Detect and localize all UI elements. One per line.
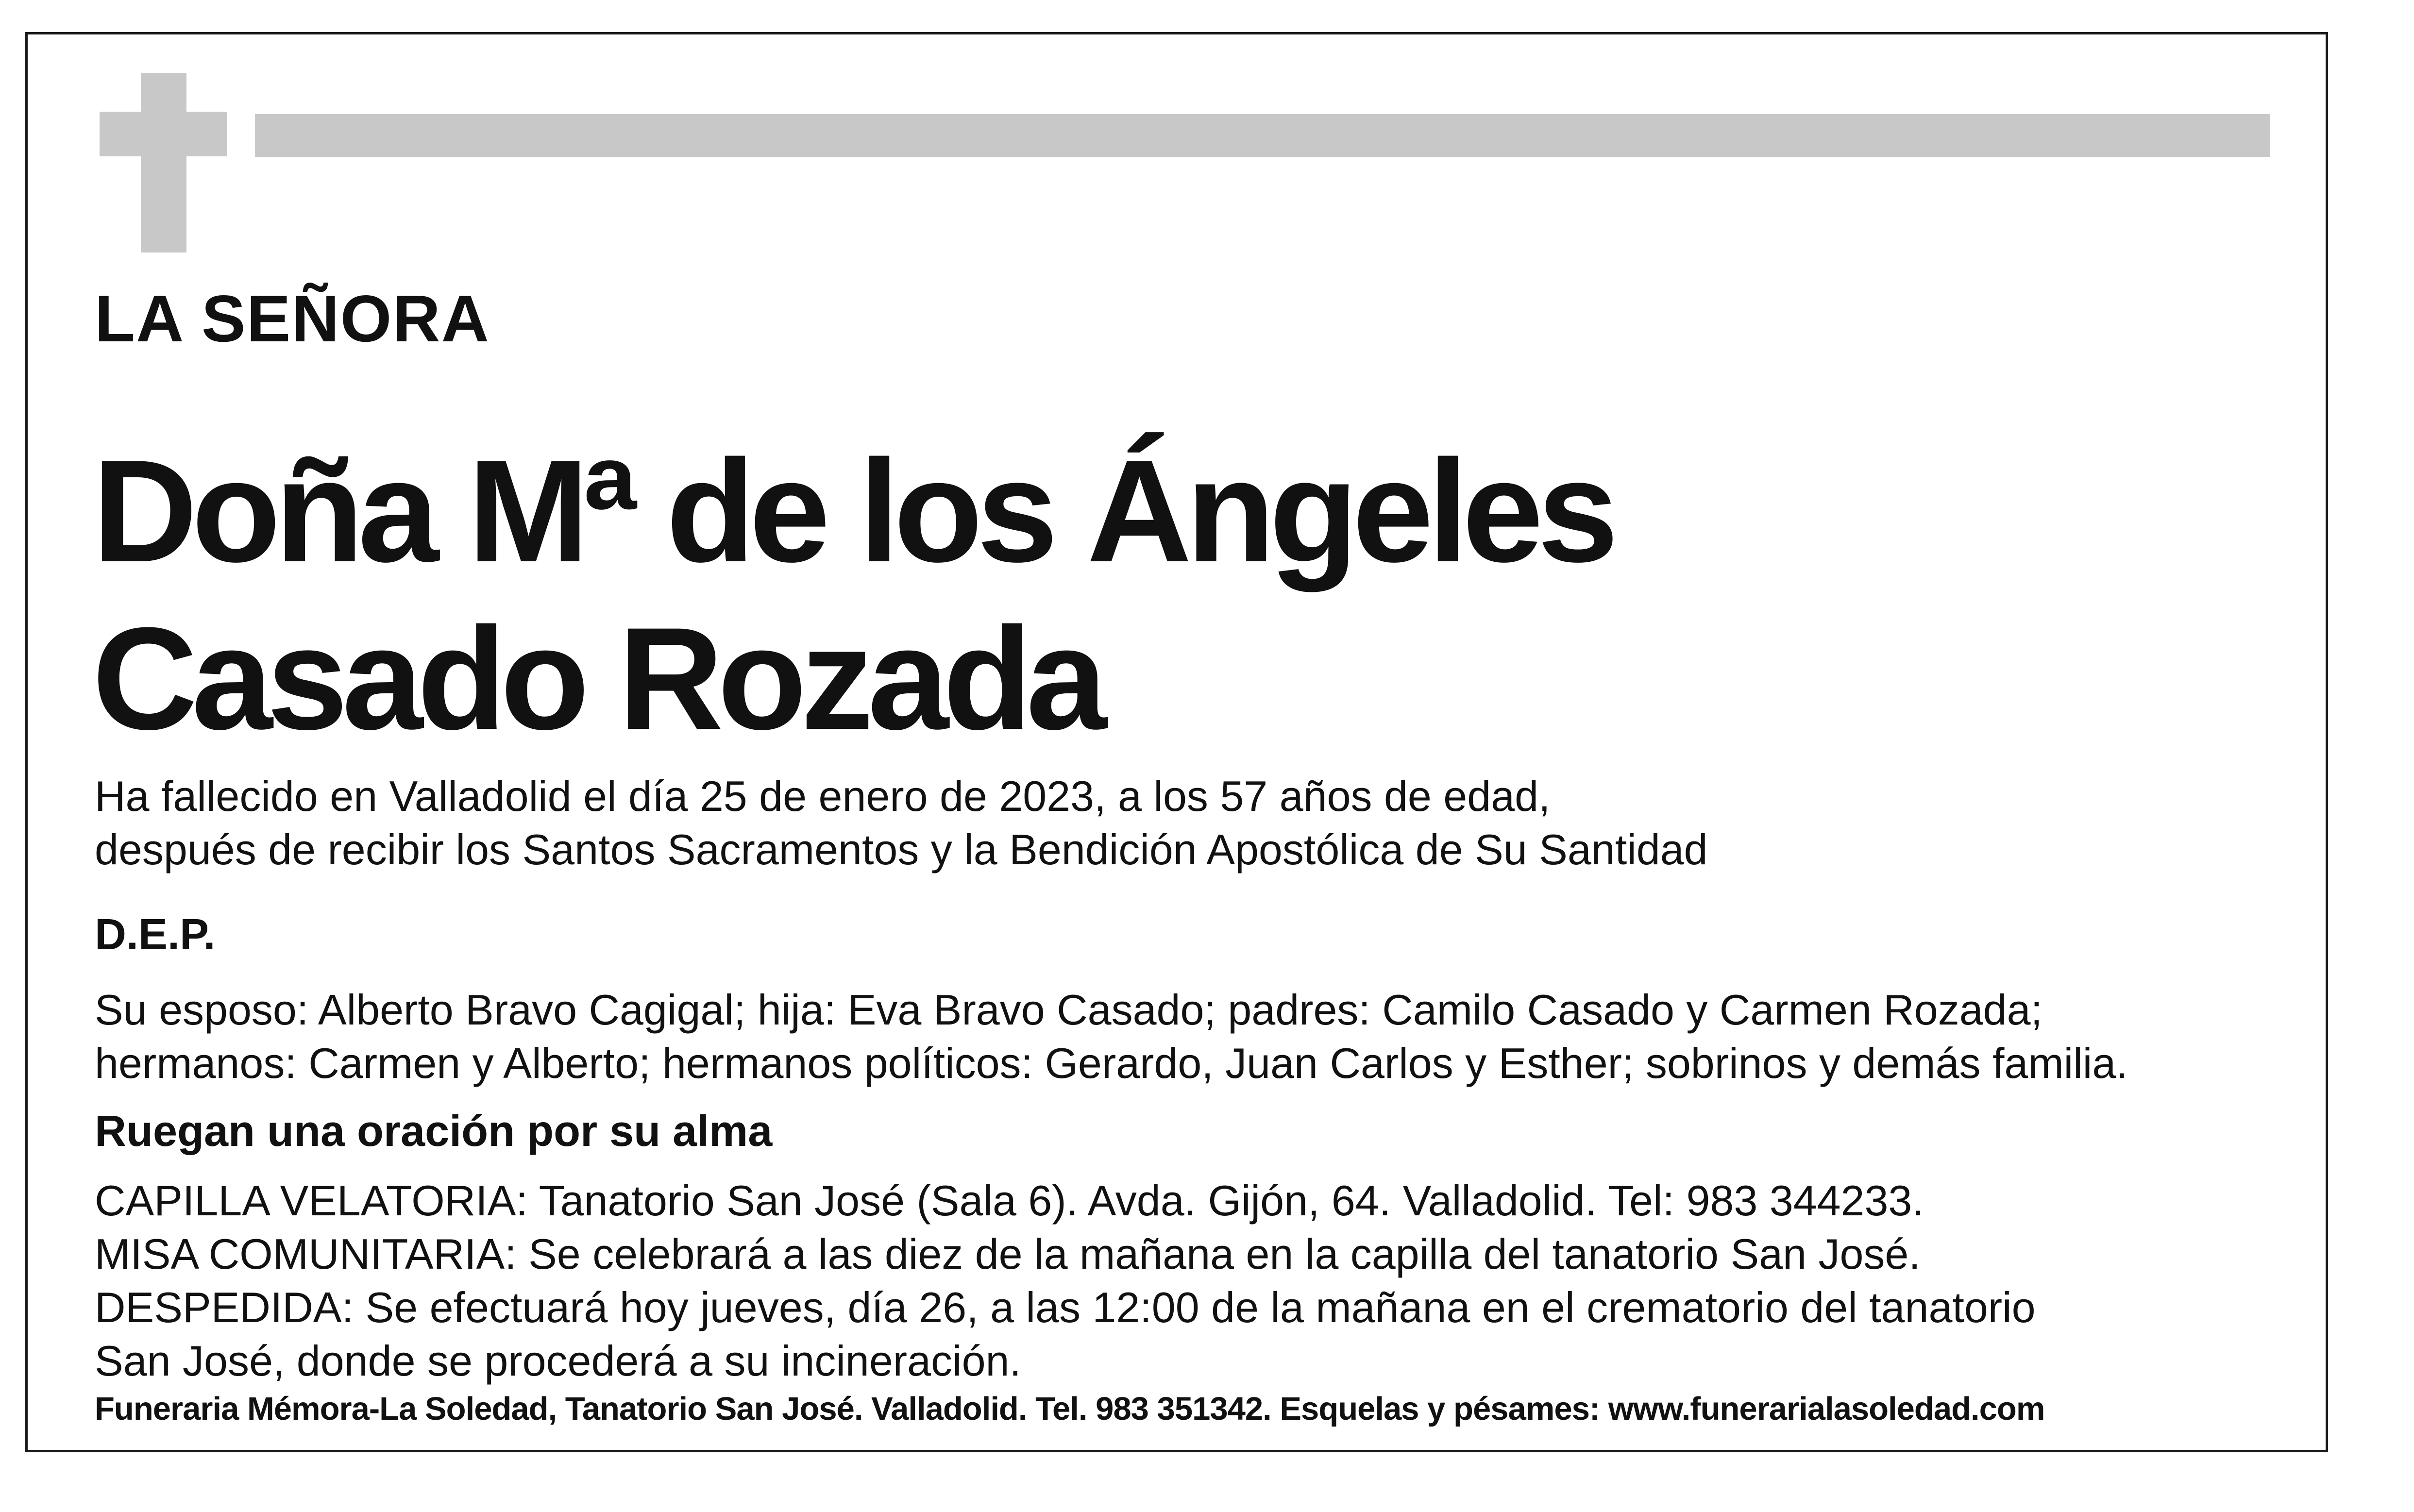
family-line-1: Su esposo: Alberto Bravo Cagigal; hija: Eva Bravo Casado; padres: Camilo Casado y Carmen Rozada; <box>95 986 2043 1034</box>
arrangements-line-1: CAPILLA VELATORIA: Tanatorio San José (Sala 6). Avda. Gijón, 64. Valladolid. Tel: 983 344233. <box>95 1176 1924 1225</box>
deceased-name-line-2: Casado Rozada <box>92 597 1101 760</box>
family-line-2: hermanos: Carmen y Alberto; hermanos políticos: Gerardo, Juan Carlos y Esther; sobrinos y demás familia. <box>95 1039 2128 1087</box>
arrangements-line-3: DESPEDIDA: Se efectuará hoy jueves, día 26, a las 12:00 de la mañana en el crematorio del tanatorio <box>95 1283 2036 1331</box>
header-rule <box>255 114 2270 157</box>
deceased-name <box>92 427 1613 762</box>
arrangements-line-4: San José, donde se procederá a su incineración. <box>95 1337 1021 1385</box>
family-list <box>95 983 2128 1090</box>
prayer-request: Ruegan una oración por su alma <box>95 1107 773 1156</box>
arrangements-line-2: MISA COMUNITARIA: Se celebrará a las diez de la mañana en la capilla del tanatorio San José. <box>95 1230 1921 1278</box>
death-info <box>95 770 1708 876</box>
rip-text: D.E.P. <box>95 910 216 959</box>
cross-vertical-bar <box>141 73 186 252</box>
death-info-line-1: Ha fallecido en Valladolid el día 25 de enero de 2023, a los 57 años de edad, <box>95 772 1551 820</box>
death-info-line-2: después de recibir los Santos Sacramentos y la Bendición Apostólica de Su Santidad <box>95 825 1708 874</box>
arrangements <box>95 1174 2036 1388</box>
funeral-home-footer: Funeraria Mémora-La Soledad, Tanatorio San José. Valladolid. Tel. 983 351342. Esquelas y pésames: www.funerarialasoledad.com <box>95 1391 2045 1427</box>
cross-horizontal-bar <box>100 112 227 156</box>
honorific: LA SEÑORA <box>95 282 490 355</box>
deceased-name-line-1: Doña Mª de los Ángeles <box>92 429 1613 592</box>
